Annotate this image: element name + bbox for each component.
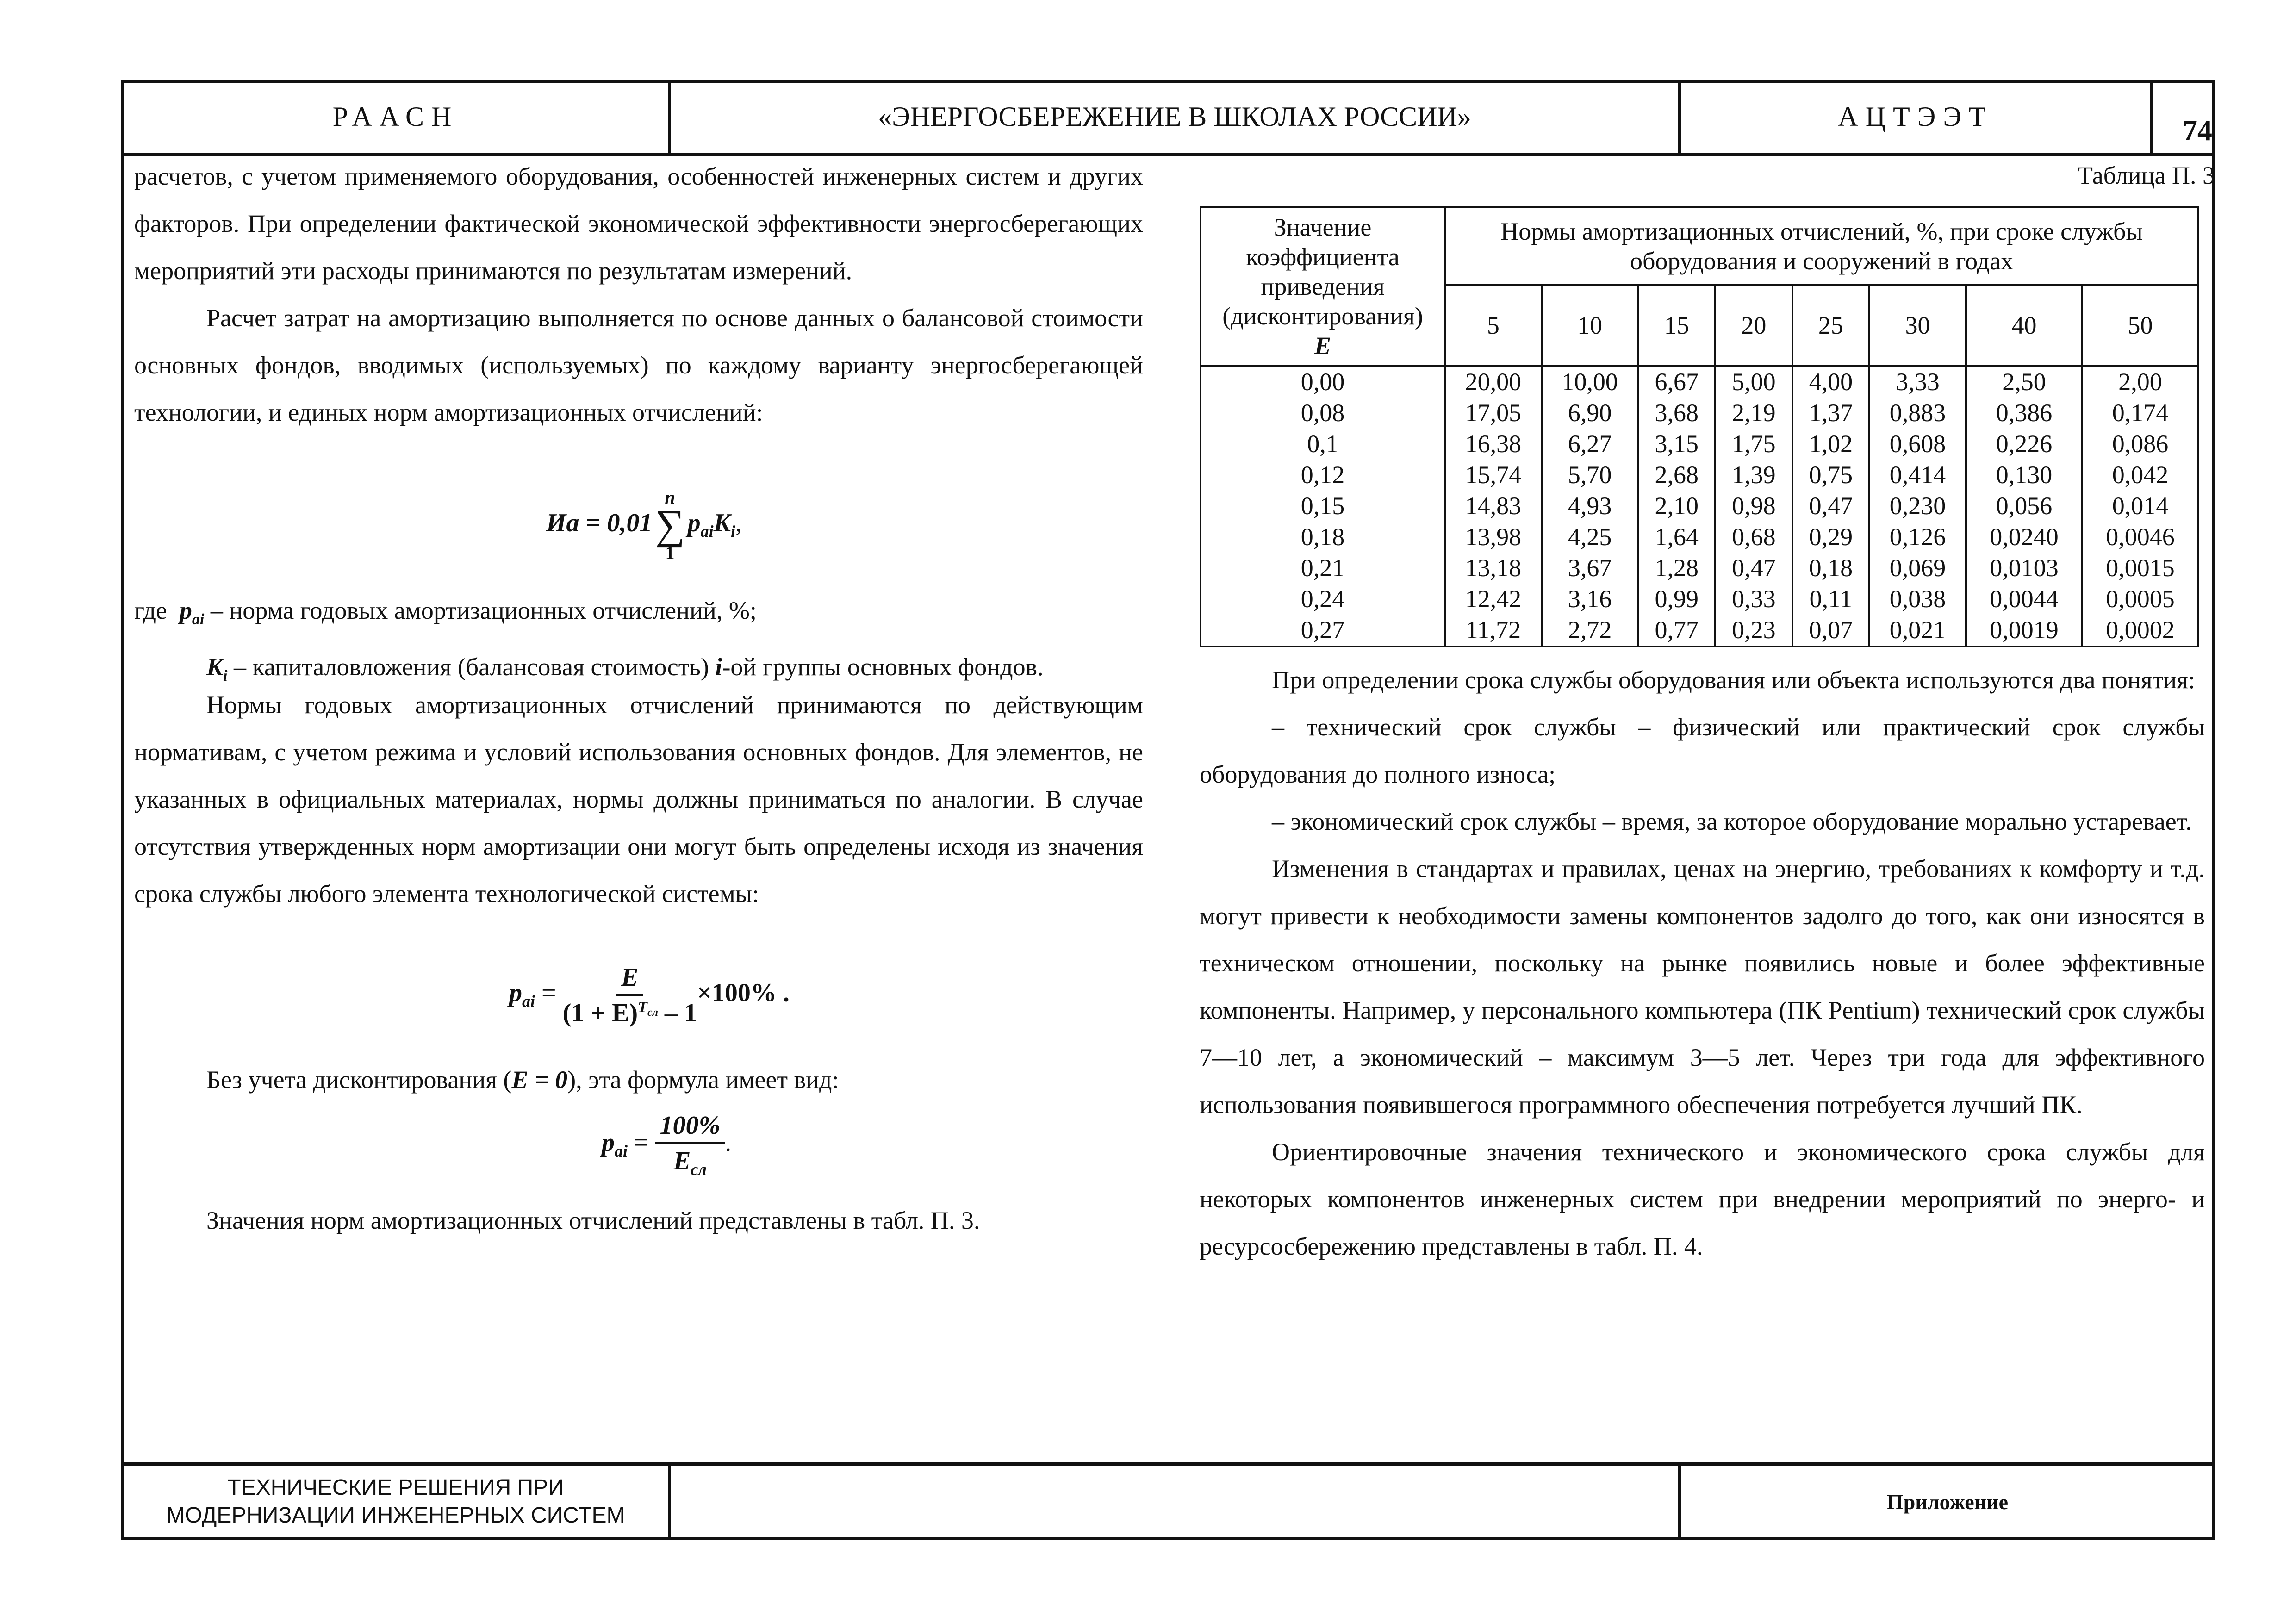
table-cell-value: 0,0046 — [2082, 522, 2198, 553]
formula-fraction — [655, 1111, 725, 1179]
table-cell-value: 0,68 — [1715, 522, 1792, 553]
table-cell-value: 1,75 — [1715, 429, 1792, 460]
table-cell-value: 0,230 — [1869, 491, 1966, 522]
table-cell-coefficient: 0,27 — [1201, 615, 1445, 647]
fraction-denominator: $E_{сл}$ — [673, 1147, 707, 1179]
left-column-no-discount — [134, 1056, 1143, 1103]
table-cell-value: 0,47 — [1715, 553, 1792, 584]
left-column — [134, 153, 1143, 436]
table-cell-value: 0,174 — [2082, 398, 2198, 429]
table-cell-value: 12,42 — [1445, 584, 1542, 615]
table-cell-value: 3,16 — [1542, 584, 1638, 615]
sum-lower-limit: 1 — [665, 542, 675, 563]
table-cell-value: 3,15 — [1638, 429, 1716, 460]
table-cell-value: 2,19 — [1715, 398, 1792, 429]
table-row — [1201, 366, 2198, 398]
table-cell-value: 0,0002 — [2082, 615, 2198, 647]
table-cell-value: 0,98 — [1715, 491, 1792, 522]
paragraph: Изменения в стандартах и правилах, ценах на энергию, требованиях к комфорту и т.д. могут привести к необходимости замены компонентов задолго до того, как они износятся в техническом отношении, поскольку на рынке появились новые и более эффективные компоненты. Например, у персонального компьютера (ПК Pentium) технический срок службы 7—10 лет, а экономический – максимум 3—5 лет. Через три года для эффективного использования появившегося программного обеспечения потребуется лучший ПК. — [1200, 855, 2205, 1119]
where-line-1: где $p_{ai}$ – норма годовых амортизационных отчислений, %; — [134, 597, 757, 628]
formula-sub: ai — [700, 522, 714, 541]
table-cell-value: 0,47 — [1792, 491, 1870, 522]
table-cell-value: 0,11 — [1792, 584, 1870, 615]
table-cell-coefficient: 0,08 — [1201, 398, 1445, 429]
table-row — [1201, 398, 2198, 429]
table-cell-value: 0,29 — [1792, 522, 1870, 553]
table-cell-value: 4,00 — [1792, 366, 1870, 398]
table-cell-value: 0,883 — [1869, 398, 1966, 429]
table-caption: Таблица П. 3 — [2078, 162, 2215, 189]
formula-fraction — [563, 963, 697, 1028]
table-cell-value: 0,99 — [1638, 584, 1716, 615]
table-cell-value: 20,00 — [1445, 366, 1542, 398]
left-column-end — [134, 1197, 1143, 1244]
table-header-year: 5 — [1445, 285, 1542, 366]
table-cell-value: 3,33 — [1869, 366, 1966, 398]
footer-section-title — [121, 1463, 670, 1540]
sum-upper-limit: n — [665, 487, 675, 508]
table-cell-value: 0,056 — [1966, 491, 2082, 522]
left-column-continued — [134, 681, 1143, 917]
header-org: РААСН — [332, 101, 459, 132]
table-cell-value: 1,28 — [1638, 553, 1716, 584]
table-cell-value: 10,00 — [1542, 366, 1638, 398]
table-cell-value: 6,67 — [1638, 366, 1716, 398]
table-cell-value: 16,38 — [1445, 429, 1542, 460]
table-cell-value: 0,0019 — [1966, 615, 2082, 647]
paragraph: – технический срок службы – физический или практический срок службы оборудования до полного износа; — [1200, 713, 2205, 788]
table-cell-coefficient: 0,18 — [1201, 522, 1445, 553]
table-cell-coefficient: 0,1 — [1201, 429, 1445, 460]
table-cell-coefficient: 0,21 — [1201, 553, 1445, 584]
table-cell-value: 0,014 — [2082, 491, 2198, 522]
table-cell-value: 0,07 — [1792, 615, 1870, 647]
table-cell-value: 3,67 — [1542, 553, 1638, 584]
table-cell-value: 2,68 — [1638, 460, 1716, 491]
table-header-year: 10 — [1542, 285, 1638, 366]
table-row — [1201, 429, 2198, 460]
formula-tail: . — [725, 1128, 732, 1157]
table-cell-value: 0,0044 — [1966, 584, 2082, 615]
table-cell-value: 15,74 — [1445, 460, 1542, 491]
table-cell-value: 0,126 — [1869, 522, 1966, 553]
table-cell-value: 0,77 — [1638, 615, 1716, 647]
table-row — [1201, 584, 2198, 615]
table-header-year: 20 — [1715, 285, 1792, 366]
formula-var: K — [713, 508, 731, 537]
table-cell-value: 17,05 — [1445, 398, 1542, 429]
paragraph: расчетов, с учетом применяемого оборудования, особенностей инженерных систем и других факторов. При определении фактической экономической эффективности энергосберегающих мероприятий эти расходы принимаются по результатам измерений. — [134, 162, 1143, 285]
paragraph: Значения норм амортизационных отчислений представлены в табл. П. 3. — [206, 1206, 980, 1234]
table-cell-value: 4,25 — [1542, 522, 1638, 553]
table-cell-coefficient: 0,00 — [1201, 366, 1445, 398]
page-number: 74 — [2183, 114, 2212, 147]
fraction-denominator: $(1 + E)^{T_{сл}} - 1$ — [562, 999, 697, 1027]
table-row — [1201, 460, 2198, 491]
table-cell-value: 1,39 — [1715, 460, 1792, 491]
formula-var: p — [687, 508, 701, 537]
table-cell-value: 0,608 — [1869, 429, 1966, 460]
table-cell-value: 0,021 — [1869, 615, 1966, 647]
table-cell-value: 0,226 — [1966, 429, 2082, 460]
table-cell-value: 0,130 — [1966, 460, 2082, 491]
table-cell-value: 0,386 — [1966, 398, 2082, 429]
table-cell-value: 0,18 — [1792, 553, 1870, 584]
table-cell-value: 11,72 — [1445, 615, 1542, 647]
fraction-numerator: 100% — [660, 1111, 721, 1140]
table-row — [1201, 553, 2198, 584]
footer-line-2: МОДЕРНИЗАЦИИ ИНЖЕНЕРНЫХ СИСТЕМ — [166, 1503, 625, 1528]
table-cell-value: 0,0015 — [2082, 553, 2198, 584]
table-cell-value: 2,72 — [1542, 615, 1638, 647]
table-cell-value: 2,10 — [1638, 491, 1716, 522]
paragraph: При определении срока службы оборудования или объекта используются два понятия: — [1272, 666, 2195, 694]
table-header-year: 40 — [1966, 285, 2082, 366]
table-cell-value: 13,18 — [1445, 553, 1542, 584]
table-cell-value: 6,27 — [1542, 429, 1638, 460]
table-cell-value: 1,02 — [1792, 429, 1870, 460]
header-title: «ЭНЕРГОСБЕРЕЖЕНИЕ В ШКОЛАХ РОССИИ» — [878, 101, 1471, 132]
table-cell-value: 13,98 — [1445, 522, 1542, 553]
table-cell-coefficient: 0,15 — [1201, 491, 1445, 522]
table-cell-value: 0,086 — [2082, 429, 2198, 460]
table-row — [1201, 522, 2198, 553]
table-cell-value: 4,93 — [1542, 491, 1638, 522]
table-cell-value: 0,069 — [1869, 553, 1966, 584]
formula-simple-rate: $p_{ai}$ = $\frac{100\%}{E_{сл}}$ . — [602, 1111, 732, 1179]
formula-depreciation-cost — [546, 488, 742, 562]
table-row — [1201, 615, 2198, 647]
paragraph: Без учета дисконтирования (E = 0), эта формула имеет вид: — [206, 1066, 839, 1094]
table-cell-value: 5,00 — [1715, 366, 1792, 398]
table-header-year: 50 — [2082, 285, 2198, 366]
table-cell-value: 14,83 — [1445, 491, 1542, 522]
table-cell-value: 1,37 — [1792, 398, 1870, 429]
table-cell-coefficient: 0,24 — [1201, 584, 1445, 615]
table-cell-value: 0,23 — [1715, 615, 1792, 647]
table-cell-value: 0,038 — [1869, 584, 1966, 615]
table-cell-value: 5,70 — [1542, 460, 1638, 491]
table-header-year: 15 — [1638, 285, 1716, 366]
table-header-group: Нормы амортизационных отчислений, %, при сроке службы оборудования и сооружений в годах — [1445, 207, 2198, 285]
table-cell-value: 0,414 — [1869, 460, 1966, 491]
where-line-2: $K_i$ – капиталовложения (балансовая стоимость) i-ой группы основных фондов. — [206, 653, 1044, 684]
table-header-coefficient: Значение коэффициента приведения (дисконтирования) E — [1201, 207, 1445, 366]
table-cell-value: 1,64 — [1638, 522, 1716, 553]
table-header-year: 30 — [1869, 285, 1966, 366]
formula-tail: ×100% . — [697, 978, 790, 1007]
footer-line-1: ТЕХНИЧЕСКИЕ РЕШЕНИЯ ПРИ — [227, 1475, 564, 1500]
table-cell-value: 0,0005 — [2082, 584, 2198, 615]
paragraph: – экономический срок службы – время, за которое оборудование морально устаревает. — [1272, 808, 2192, 835]
formula-tail: , — [735, 508, 742, 537]
header-publisher: АЦТЭЭТ — [1838, 101, 1993, 132]
footer-appendix-label: Приложение — [1886, 1490, 2009, 1514]
table-cell-value: 2,00 — [2082, 366, 2198, 398]
table-body — [1201, 366, 2198, 647]
table-cell-coefficient: 0,12 — [1201, 460, 1445, 491]
table-cell-value: 0,042 — [2082, 460, 2198, 491]
paragraph: Ориентировочные значения технического и экономического срока службы для некоторых компонентов инженерных систем при внедрении мероприятий по энерго- и ресурсосбережению представлены в табл. П. 4. — [1200, 1138, 2205, 1260]
right-column — [1200, 656, 2205, 1270]
table-row — [1201, 491, 2198, 522]
table-cell-value: 0,0103 — [1966, 553, 2082, 584]
table-header-year: 25 — [1792, 285, 1870, 366]
formula-sub: ai — [522, 992, 535, 1011]
paragraph: Нормы годовых амортизационных отчислений принимаются по действующим нормативам, с учетом режима и условий использования основных фондов. Для элементов, не указанных в официальных материалах, нормы должны приниматься по аналогии. В случае отсутствия утвержденных норм амортизации они могут быть определены исходя из значения срока службы любого элемента технологической системы: — [134, 691, 1143, 908]
formula-sub: i — [731, 522, 736, 541]
paragraph: Расчет затрат на амортизацию выполняется по основе данных о балансовой стоимости основных фондов, вводимых (используемых) по каждому варианту энергосберегающей технологии, и единых норм амортизационных отчислений: — [134, 304, 1143, 426]
sum-sign: n ∑ 1 — [655, 487, 685, 563]
formula-var: p — [509, 978, 522, 1007]
fraction-numerator: E — [621, 963, 639, 992]
table-cell-value: 0,0240 — [1966, 522, 2082, 553]
table-cell-value: 3,68 — [1638, 398, 1716, 429]
formula-lhs: Иа = 0,01 — [546, 508, 653, 537]
depreciation-table — [1200, 206, 2199, 647]
formula-sub: ai — [615, 1142, 628, 1161]
table-cell-value: 2,50 — [1966, 366, 2082, 398]
formula-depreciation-rate: $p_{ai}$ = $\frac{E}{(1 + E)^{T_{сл}} - 1}$ ×100% . — [509, 963, 790, 1027]
table-cell-value: 0,75 — [1792, 460, 1870, 491]
formula-var: p — [602, 1128, 615, 1157]
table-cell-value: 0,33 — [1715, 584, 1792, 615]
table-cell-value: 6,90 — [1542, 398, 1638, 429]
